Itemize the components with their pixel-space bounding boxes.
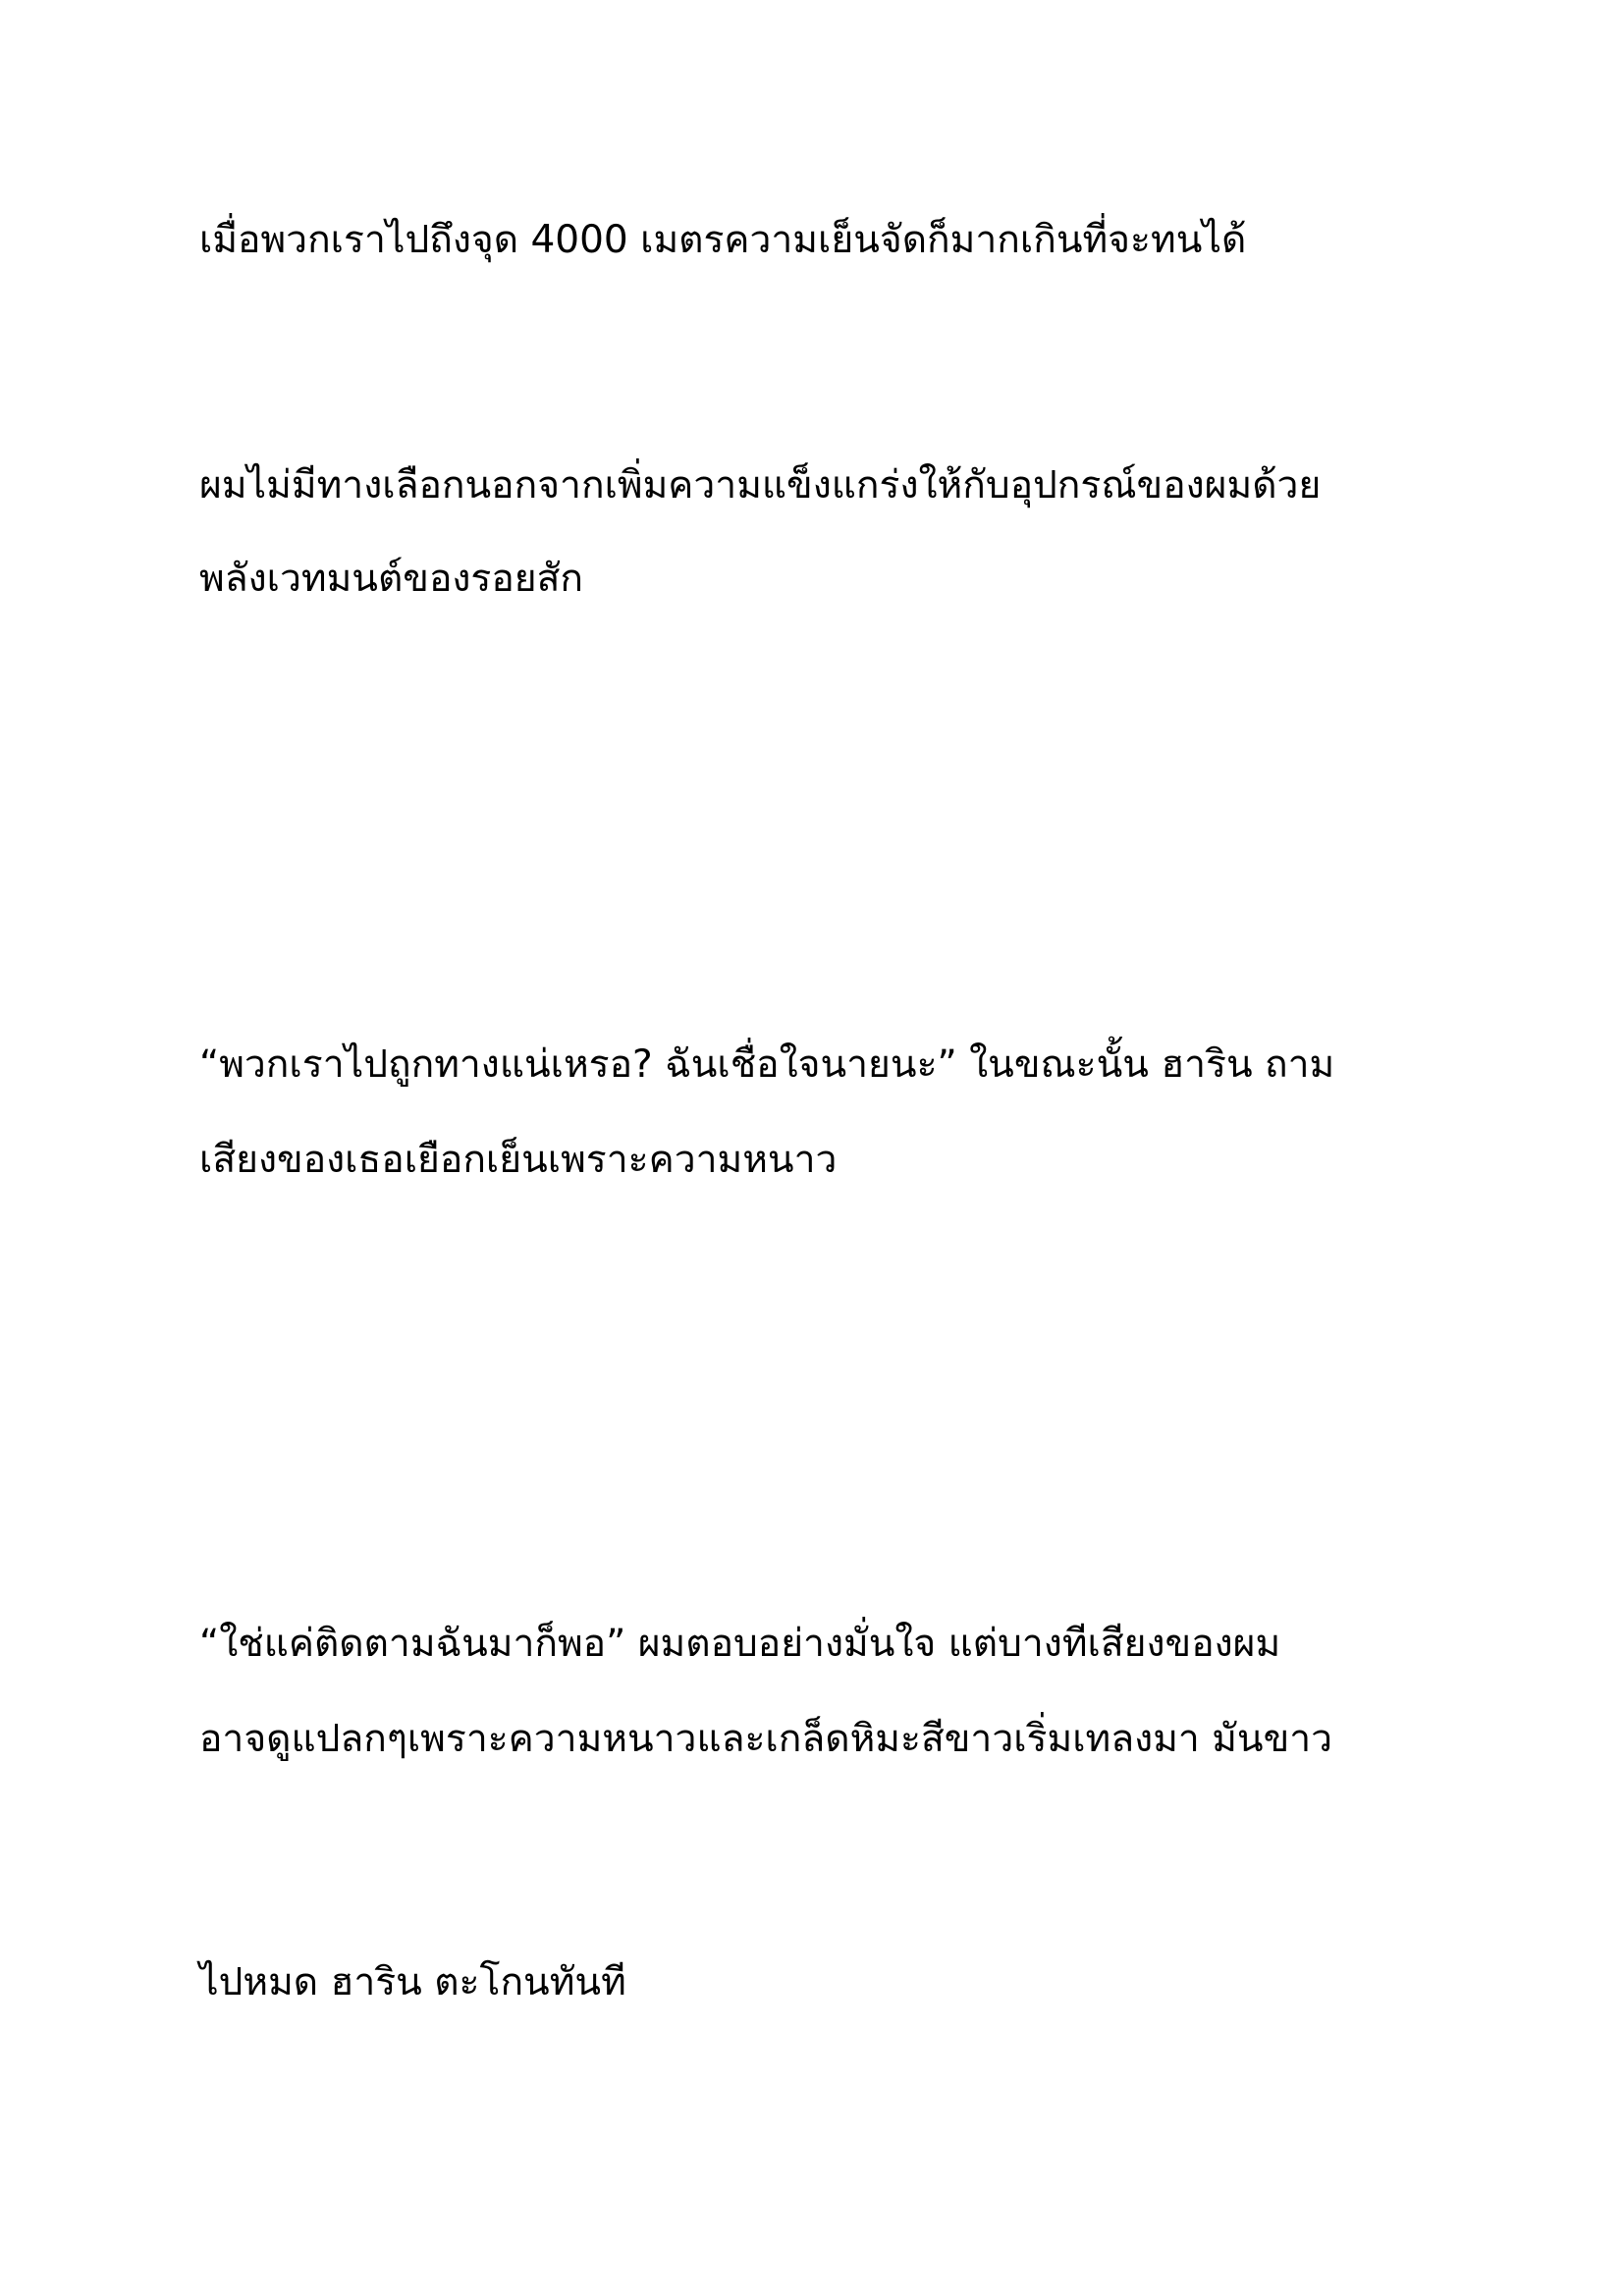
paragraph-3-line-2: เสียงของเธอเยือกเย็นเพราะความหนาว [199,1138,838,1182]
paragraph-3-line-1: “พวกเราไปถูกทางแน่เหรอ? ฉันเชื่อใจนายนะ” ในขณะนั้น ฮาริน ถาม [199,1042,1335,1087]
paragraph-4-line-2: อาจดูแปลกๆเพราะความหนาวและเกล็ดหิมะสีขาวเริ่มเทลงมา มันขาว [199,1717,1333,1761]
paragraph-2-line-1: ผมไม่มีทางเลือกนอกจากเพิ่มความแข็งแกร่งให้กับอุปกรณ์ของผมด้วย [199,463,1322,507]
paragraph-2-line-2: พลังเวทมนต์ของรอยสัก [199,557,584,601]
paragraph-1-line-1: เมื่อพวกเราไปถึงจุด 4000 เมตรความเย็นจัดก็มากเกินที่จะทนได้ [199,218,1247,262]
paragraph-5-line-1: ไปหมด ฮาริน ตะโกนทันที [199,1960,626,2004]
paragraph-4-line-1: “ใช่แค่ติดตามฉันมาก็พอ” ผมตอบอย่างมั่นใจ แต่บางทีเสียงของผม [199,1622,1281,1666]
